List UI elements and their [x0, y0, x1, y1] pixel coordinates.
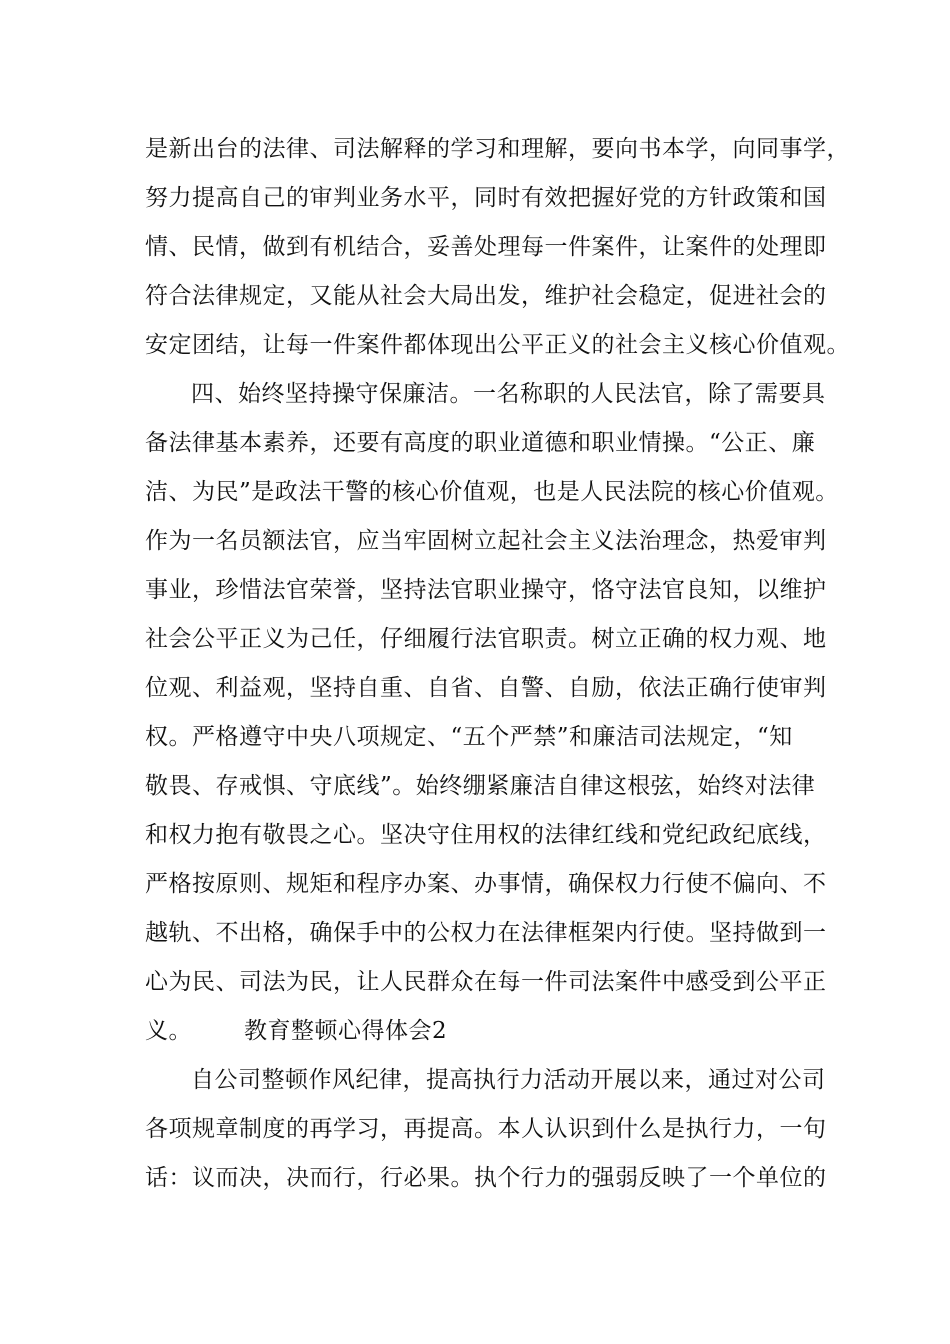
text-line: 努力提高自己的审判业务水平，同时有效把握好党的方针政策和国 [145, 185, 827, 211]
text-line: 安定团结，让每一件案件都体现出公平正义的社会主义核心价值观。 [145, 332, 850, 358]
paragraph-start-line: 自公司整顿作风纪律，提高执行力活动开展以来，通过对公司 [191, 1067, 826, 1093]
text-line: 情、民情，做到有机结合，妥善处理每一件案件，让案件的处理即 [145, 234, 827, 260]
text-line: 话：议而决，决而行，行必果。执个行力的强弱反映了一个单位的 [145, 1165, 827, 1191]
text-line: 位观、利益观，坚持自重、自省、自警、自励，依法正确行使审判 [145, 675, 827, 701]
text-line: 备法律基本素养，还要有高度的职业道德和职业情操。“公正、廉 [145, 430, 816, 456]
text-line: 作为一名员额法官，应当牢固树立起社会主义法治理念，热爱审判 [145, 528, 827, 554]
text-line: 各项规章制度的再学习，再提高。本人认识到什么是执行力，一句 [145, 1116, 827, 1142]
text-line-with-heading [145, 1010, 825, 1059]
text-line: 权。严格遵守中央八项规定、“五个严禁”和廉洁司法规定，“知 [145, 724, 793, 750]
text-line: 和权力抱有敬畏之心。坚决守住用权的法律红线和党纪政纪底线， [145, 822, 827, 848]
text-line: 是新出台的法律、司法解释的学习和理解，要向书本学，向同事学， [145, 136, 850, 162]
paragraph-end-text: 义。 [145, 1018, 192, 1044]
text-line: 洁、为民”是政法干警的核心价值观，也是人民法院的核心价值观。 [145, 479, 839, 505]
section-title: 教育整顿心得体会2 [244, 1018, 448, 1044]
paragraph-start-line: 四、始终坚持操守保廉洁。一名称职的人民法官，除了需要具 [191, 381, 826, 407]
text-line: 敬畏、存戒惧、守底线”。始终绷紧廉洁自律这根弦，始终对法律 [145, 773, 816, 799]
text-line: 符合法律规定，又能从社会大局出发，维护社会稳定，促进社会的 [145, 283, 827, 309]
text-line: 越轨、不出格，确保手中的公权力在法律框架内行使。坚持做到一 [145, 920, 827, 946]
text-line: 严格按原则、规矩和程序办案、办事情，确保权力行使不偏向、不 [145, 871, 827, 897]
text-line: 社会公平正义为己任，仔细履行法官职责。树立正确的权力观、地 [145, 626, 827, 652]
document-body [145, 128, 850, 1206]
text-line: 事业，珍惜法官荣誉，坚持法官职业操守，恪守法官良知，以维护 [145, 577, 827, 603]
text-line: 心为民、司法为民，让人民群众在每一件司法案件中感受到公平正 [145, 969, 827, 995]
